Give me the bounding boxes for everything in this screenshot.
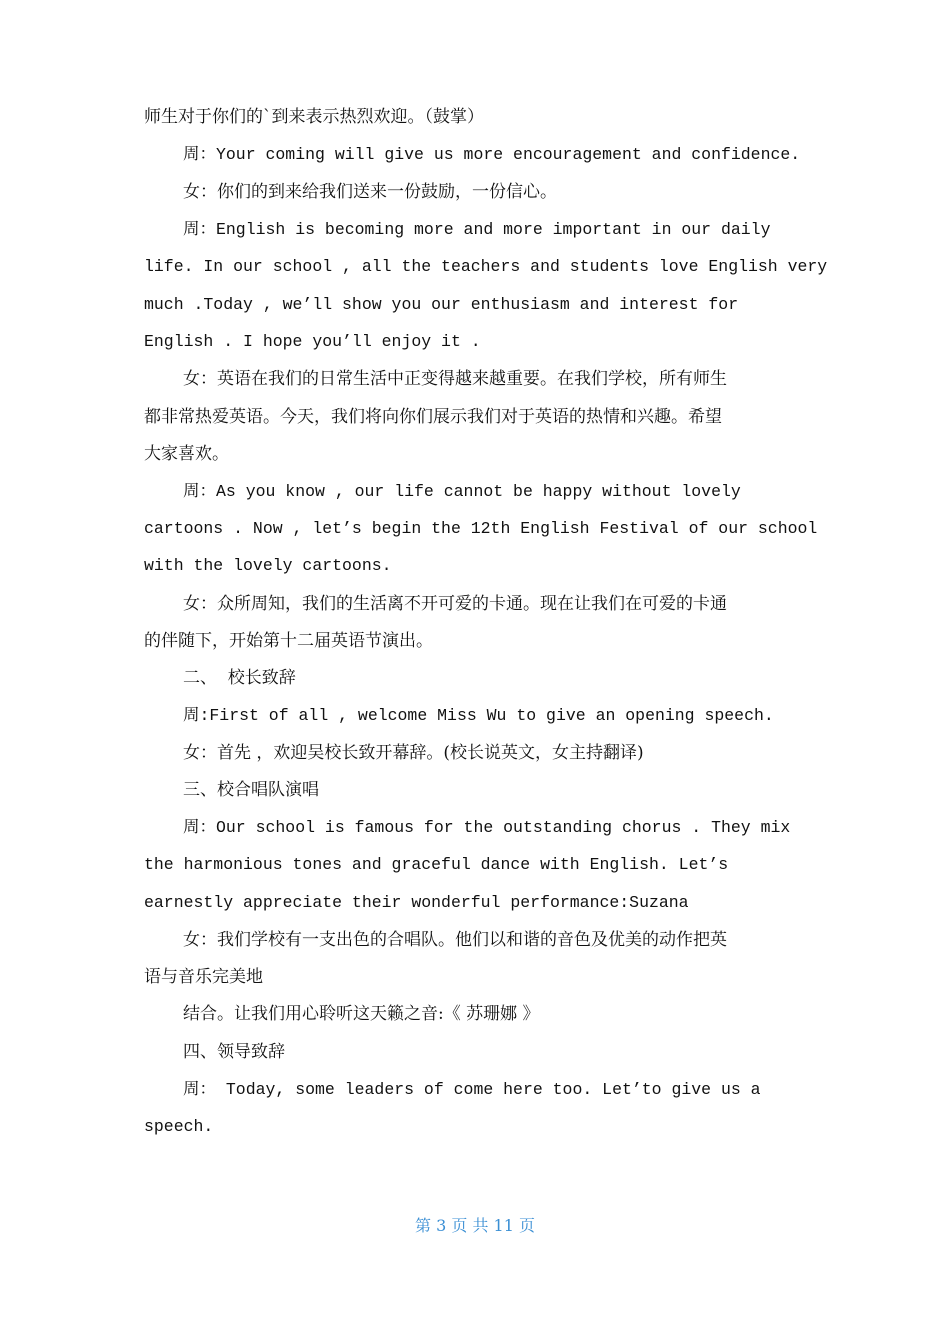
- text-line: 大家喜欢。: [144, 444, 229, 464]
- text-line: 女：你们的到来给我们送来一份鼓励，一份信心。: [183, 182, 557, 202]
- section-heading: 三、校合唱队演唱: [183, 780, 319, 800]
- text-line: 女：众所周知，我们的生活离不开可爱的卡通。现在让我们在可爱的卡通: [183, 594, 727, 614]
- text-line: 周：Our school is famous for the outstanding chorus . They mix: [183, 818, 791, 837]
- page-number-footer: 第 3 页 共 11 页: [415, 1216, 535, 1235]
- text-line: much .Today , we’ll show you our enthusiasm and interest for: [144, 295, 739, 314]
- text-line: life. In our school , all the teachers and students love English very: [144, 257, 828, 276]
- text-line: 女：首先 ，欢迎吴校长致开幕辞。(校长说英文，女主持翻译): [183, 743, 644, 763]
- text-line: 的伴随下，开始第十二届英语节演出。: [144, 631, 433, 651]
- text-line: 结合。让我们用心聆听这天籁之音:《 苏珊娜 》: [183, 1004, 540, 1024]
- section-heading: 四、领导致辞: [183, 1042, 285, 1062]
- text-line: earnestly appreciate their wonderful performance:Suzana: [144, 893, 689, 912]
- text-line: 女：我们学校有一支出色的合唱队。他们以和谐的音色及优美的动作把英: [183, 930, 727, 950]
- text-line: 都非常热爱英语。今天，我们将向你们展示我们对于英语的热情和兴趣。希望: [144, 407, 722, 427]
- text-line: 周:First of all , welcome Miss Wu to give an opening speech.: [183, 706, 774, 725]
- text-line: with the lovely cartoons.: [144, 556, 392, 575]
- text-line: 周：English is becoming more and more important in our daily: [183, 220, 771, 239]
- text-line: speech.: [144, 1117, 214, 1136]
- text-line: 周：Your coming will give us more encouragement and confidence.: [183, 145, 801, 164]
- text-line: 女：英语在我们的日常生活中正变得越来越重要。在我们学校，所有师生: [183, 369, 727, 389]
- text-line: 周：As you know , our life cannot be happy without lovely: [183, 482, 741, 501]
- text-line: 周： Today, some leaders of come here too. Let’to give us a: [183, 1080, 761, 1099]
- text-line: the harmonious tones and graceful dance with English. Let’s: [144, 855, 729, 874]
- text-line: English . I hope you’ll enjoy it .: [144, 332, 481, 351]
- text-line: 师生对于你们的`到来表示热烈欢迎。（鼓掌）: [144, 107, 484, 127]
- text-line: 语与音乐完美地: [144, 967, 263, 987]
- text-line: cartoons . Now , let’s begin the 12th English Festival of our school: [144, 519, 818, 538]
- section-heading: 二、 校长致辞: [183, 668, 296, 688]
